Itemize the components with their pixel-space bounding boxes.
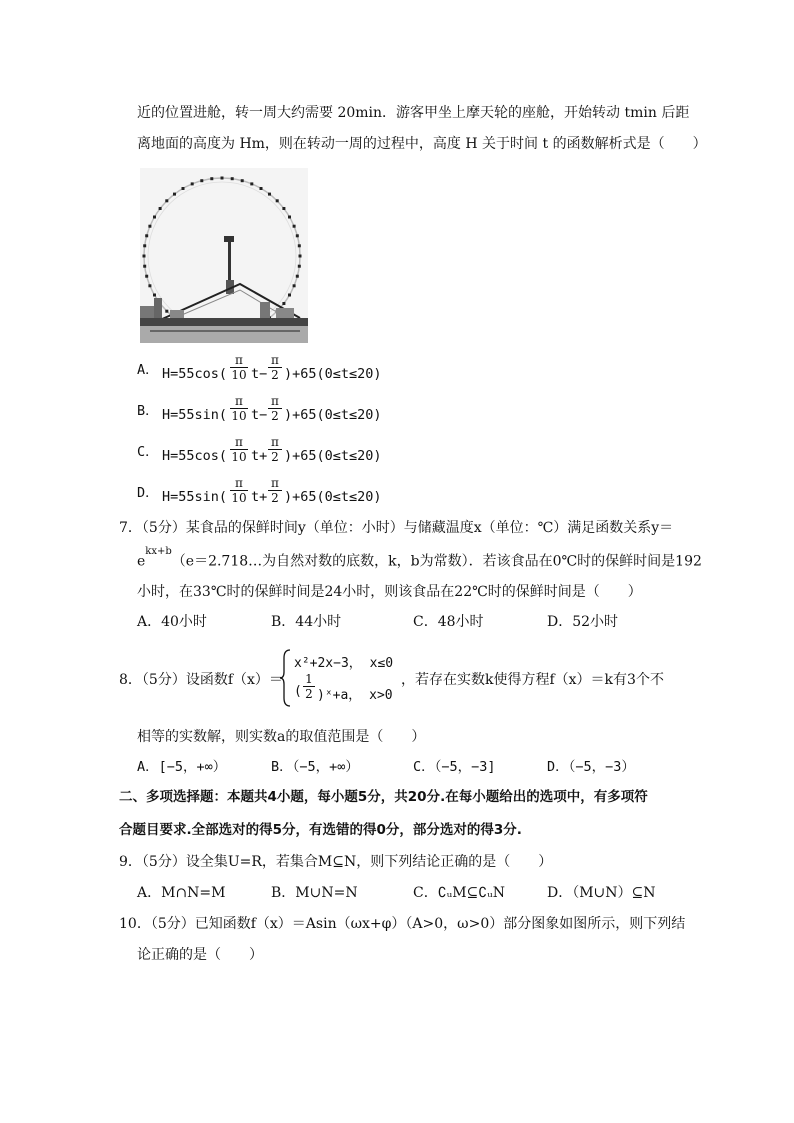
q6-option-frac-2	[268, 394, 282, 423]
cabin-mark	[282, 302, 285, 305]
q8-option-c: C．（−5，−3]	[413, 759, 496, 775]
frac-num: π	[235, 476, 243, 490]
cabin-mark	[276, 199, 279, 202]
intro-line-2: 离地面的高度为 Hm，则在转动一周的过程中，高度 H 关于时间 t 的函数解析式是（ ）	[137, 136, 707, 152]
frac-den: 2	[271, 450, 279, 464]
frac-den: 10	[231, 450, 247, 464]
cabin-mark	[296, 275, 299, 278]
frac-num: π	[271, 394, 279, 408]
cabin-mark	[288, 216, 291, 219]
cabin-mark	[143, 265, 146, 268]
cabin-mark	[153, 294, 156, 297]
q7-exp-sup: kx+b	[145, 546, 172, 557]
cabin-mark	[231, 177, 234, 180]
frac-den: 2	[271, 491, 279, 505]
q8-option-a: A．[−5，+∞）	[137, 759, 227, 775]
frac-den: 10	[231, 368, 247, 382]
cabin-mark	[182, 187, 185, 190]
cabin-mark	[299, 255, 302, 258]
cabin-mark	[210, 177, 213, 180]
q6-option-post: )+65(0≤t≤20)	[284, 489, 382, 505]
cabin-mark	[145, 275, 148, 278]
q8-brace	[280, 648, 292, 708]
q6-option-pre: H=55sin(	[162, 489, 228, 505]
q6-option-pre: H=55cos(	[162, 366, 228, 382]
cabin-mark	[200, 179, 203, 182]
q8-piece-2-post: )ˣ+a， x>0	[317, 688, 393, 703]
cabin-mark	[293, 225, 296, 228]
cabin-mark	[148, 284, 151, 287]
q6-option-frac-2	[268, 476, 282, 505]
q8-option-b: B．（−5，+∞）	[271, 759, 359, 775]
frac-num: π	[235, 435, 243, 449]
q7-option-d: D．52小时	[547, 614, 619, 630]
q6-option-frac-1	[230, 435, 248, 464]
frac-num: π	[271, 353, 279, 367]
frac-den: 10	[231, 409, 247, 423]
q7-line-3: 小时，在33℃时的保鲜时间是24小时，则该食品在22℃时的保鲜时间是（ ）	[137, 584, 642, 600]
cabin-mark	[165, 310, 168, 313]
frac-num: π	[271, 435, 279, 449]
intro-line-1: 近的位置进舱，转一周大约需要 20min．游客甲坐上摩天轮的座舱，开始转动 tmin 后距	[137, 105, 690, 121]
cabin-mark	[298, 265, 301, 268]
cabin-mark	[296, 234, 299, 237]
cabin-mark	[241, 179, 244, 182]
q7-exp-base: e	[137, 553, 146, 570]
q10-line-1: 10．（5分）已知函数f（x）＝Asin（ωx+φ）（A>0，ω>0）部分图象如图所示，则下列结	[119, 916, 686, 932]
q7-line-2	[137, 546, 702, 570]
frac-den: 2	[271, 368, 279, 382]
q8-piece-1: x²+2x−3， x≤0	[294, 656, 394, 671]
q6-option-letter: D．	[137, 485, 159, 501]
q6-option-frac-2	[268, 353, 282, 382]
cabin-mark	[165, 199, 168, 202]
cabin-mark	[143, 255, 146, 258]
cabin-mark	[159, 207, 162, 210]
cabin-mark	[173, 193, 176, 196]
cabin-mark	[143, 244, 146, 247]
q9-text: 9．（5分）设全集U=R，若集合M⊆N，则下列结论正确的是（ ）	[119, 854, 553, 870]
q8-prefix: 8．（5分）设函数f（x）＝	[119, 672, 283, 688]
cabin-mark	[145, 234, 148, 237]
cabin-mark	[221, 177, 224, 180]
cabin-mark	[282, 207, 285, 210]
q6-option-pre: H=55cos(	[162, 448, 228, 464]
q6-option-frac-1	[230, 476, 248, 505]
q6-option-mid: t+	[251, 489, 268, 505]
q6-option-pre: H=55sin(	[162, 407, 228, 423]
cabin-mark	[293, 284, 296, 287]
frac-den: 10	[231, 491, 247, 505]
q8-frac-num: 1	[305, 672, 313, 686]
q6-option-letter: C．	[137, 444, 159, 460]
ferris-wheel-photo	[140, 168, 308, 343]
cabin-mark	[148, 225, 151, 228]
cabin-mark	[288, 294, 291, 297]
frac-num: π	[235, 353, 243, 367]
q6-option-mid: t−	[251, 366, 268, 382]
frac-num: π	[271, 476, 279, 490]
q8-line-2: 相等的实数解，则实数a的取值范围是（ ）	[137, 729, 426, 745]
frac-den: 2	[271, 409, 279, 423]
q6-option-post: )+65(0≤t≤20)	[284, 366, 382, 382]
q7-option-a: A．40小时	[137, 614, 207, 630]
q6-option-frac-2	[268, 435, 282, 464]
q9-option-b: B．M∪N=N	[271, 885, 358, 901]
q6-option-frac-1	[230, 353, 248, 382]
q6-option-letter: A．	[137, 362, 159, 378]
q7-line-1: 7．（5分）某食品的保鲜时间y（单位：小时）与储藏温度x（单位：℃）满足函数关系y＝	[119, 520, 674, 536]
cabin-mark	[153, 216, 156, 219]
q8-suffix: ，若存在实数k使得方程f（x）＝k有3个不	[401, 672, 664, 688]
cabin-mark	[260, 187, 263, 190]
cabin-mark	[250, 182, 253, 185]
q9-option-c: C．∁ᵤM⊆∁ᵤN	[413, 885, 506, 901]
q7-option-c: C．48小时	[413, 614, 484, 630]
q7-option-b: B．44小时	[271, 614, 342, 630]
q8-frac-den: 2	[305, 687, 313, 701]
q9-option-a: A．M∩N=M	[137, 885, 226, 901]
section-2-line-2: 合题目要求.全部选对的得5分，有选错的得0分，部分选对的得3分.	[119, 822, 522, 838]
q8-option-d: D．（−5，−3）	[547, 759, 635, 775]
q8-piece-2-frac	[303, 672, 315, 701]
q10-line-2: 论正确的是（ ）	[137, 947, 263, 963]
q9-option-d: D．（M∪N）⊆N	[547, 885, 656, 901]
q6-option-letter: B．	[137, 403, 159, 419]
q7-line-2-rest: （e＝2.718…为自然对数的底数，k，b为常数）．若该食品在0℃时的保鲜时间是192	[171, 553, 702, 570]
q6-option-post: )+65(0≤t≤20)	[284, 448, 382, 464]
q6-option-frac-1	[230, 394, 248, 423]
cabin-mark	[191, 182, 194, 185]
cabin-mark	[298, 244, 301, 247]
q6-option-mid: t−	[251, 407, 268, 423]
cabin-mark	[268, 193, 271, 196]
q6-option-post: )+65(0≤t≤20)	[284, 407, 382, 423]
q6-option-mid: t+	[251, 448, 268, 464]
frac-num: π	[235, 394, 243, 408]
section-2-line-1: 二、多项选择题：本题共4小题，每小题5分，共20分.在每小题给出的选项中，有多项符	[119, 789, 648, 805]
q8-piece-2-pre: (	[294, 684, 302, 699]
